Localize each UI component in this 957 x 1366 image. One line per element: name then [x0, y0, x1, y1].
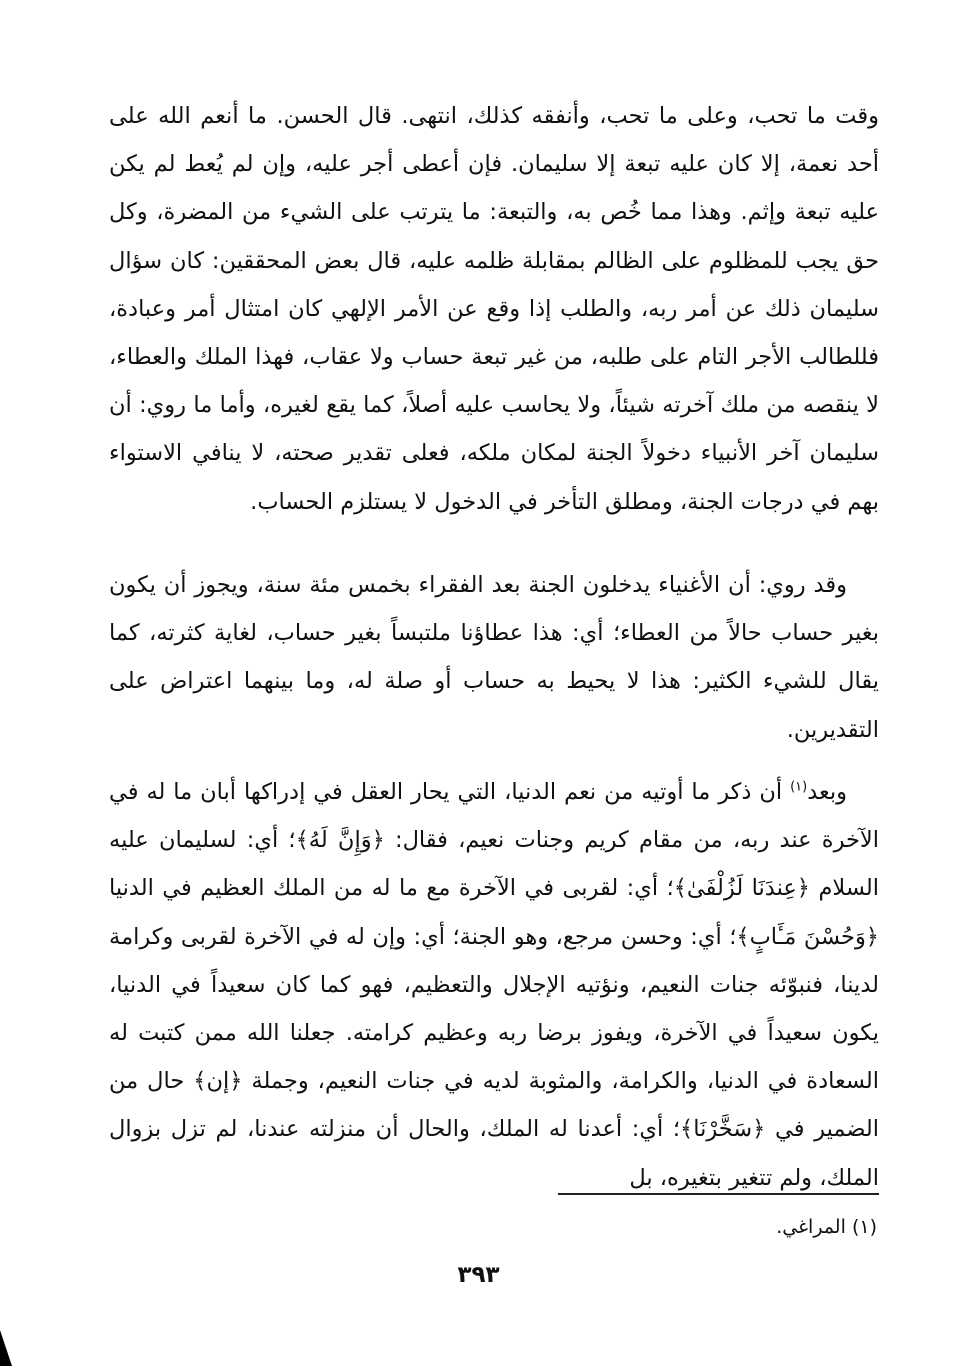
paragraph-1	[109, 92, 879, 526]
paragraph-2-text: وقد روي: أن الأغنياء يدخلون الجنة بعد الفقراء بخمس مئة سنة، ويجوز أن يكون بغير حساب حالاً من العطاء؛ أي: هذا عطاؤنا ملتبساً بغير حساب، لغاية كثرته، كما يقال للشيء الكثير: هذا لا يحيط به حساب أو صلة له، وما بينهما اعتراض على التقديرين.	[109, 572, 879, 743]
quran-quote-3: ﴿وَحُسْنَ مَـَٔابٍ﴾	[736, 923, 879, 950]
footnote-text: المراغي.	[776, 1216, 846, 1238]
paragraph-2-content	[109, 561, 879, 754]
paragraph-3-part-3: ؛ أي: لقربى في الآخرة مع ما له من الملك العظيم في الدنيا	[109, 875, 674, 902]
page-number: ٣٩٣	[457, 1262, 500, 1288]
footnote-marker: (١)	[851, 1216, 877, 1238]
paragraph-3-content	[109, 768, 879, 1202]
paragraph-3-part-2: ؛ أي: لسليمان عليه السلام	[109, 827, 879, 902]
paragraph-2	[109, 561, 879, 754]
footnote-reference: (١)	[790, 779, 808, 795]
quran-quote-4: ﴿إن﴾	[193, 1068, 243, 1095]
paragraph-1-text: وقت ما تحب، وعلى ما تحب، وأنفقه كذلك، انتهى. قال الحسن. ما أنعم الله على أحد نعمة، إلا كان عليه تبعة إلا سليمان. فإن أعطى أجر عليه، وإن لم يُعط لم يكن عليه تبعة وإثم. وهذا مما خُص به، والتبعة: ما يترتب على الشيء من المضرة، وكل حق يجب للمظلوم على الظالم بمقابلة ظلمه عليه، قال بعض المحققين: كان سؤال سليمان ذلك عن أمر ربه، والطلب إذا وقع عن الأمر الإلهي كان امتثال أمر وعبادة، فللطالب الأجر التام على طلبه، من غير تبعة حساب ولا عقاب، فهذا الملك والعطاء، لا ينقصه من ملك آخرته شيئاً، ولا يحاسب عليه أصلاً، كما يقع لغيره، وأما ما روي: أن سليمان آخر الأنبياء دخولاً الجنة لمكان ملكه، فعلى تقدير صحته، لا ينافي الاستواء بهم في درجات الجنة، ومطلق التأخر في الدخول لا يستلزم الحساب.	[109, 103, 879, 515]
paragraph-3-part-5: حال من الضمير في	[109, 1068, 879, 1143]
quran-quote-1: ﴿وَإِنَّ لَهُ﴾	[295, 827, 385, 854]
footnote	[776, 1212, 877, 1242]
footnote-divider	[558, 1193, 879, 1195]
paragraph-3-lead: وبعد	[807, 779, 847, 805]
quran-quote-5: ﴿سَخَّرْنَا﴾	[680, 1116, 766, 1143]
paragraph-3-part-6: ؛ أي: أعدنا له الملك، والحال أن منزلته عندنا، لم تزل بزوال الملك، ولم تتغير بتغيره، بل	[109, 1116, 879, 1191]
paragraph-3	[109, 768, 879, 1202]
quran-quote-2: ﴿عِندَنَا لَزُلْفَىٰ﴾	[673, 875, 810, 902]
scan-corner-mark	[0, 1330, 12, 1366]
paragraph-3-part-4: ؛ أي: وحسن مرجع، وهو الجنة؛ أي: وإن له في الآخرة لقربى وكرامة لدينا، فنبوّئه جنات النعيم، ونؤتيه الإجلال والتعظيم، فهو كما كان سعيداً في الدنيا، يكون سعيداً في الآخرة، ويفوز برضا ربه وعظيم كرامته. جعلنا الله ممن كتبت له السعادة في الدنيا، والكرامة، والمثوبة لديه في جنات النعيم، وجملة	[109, 923, 879, 1095]
paragraph-3-part-1: أن ذكر ما أوتيه من نعم الدنيا، التي يحار العقل في إدراكها أبان ما له في الآخرة عند ربه، من مقام كريم وجنات نعيم، فقال:	[109, 779, 880, 854]
